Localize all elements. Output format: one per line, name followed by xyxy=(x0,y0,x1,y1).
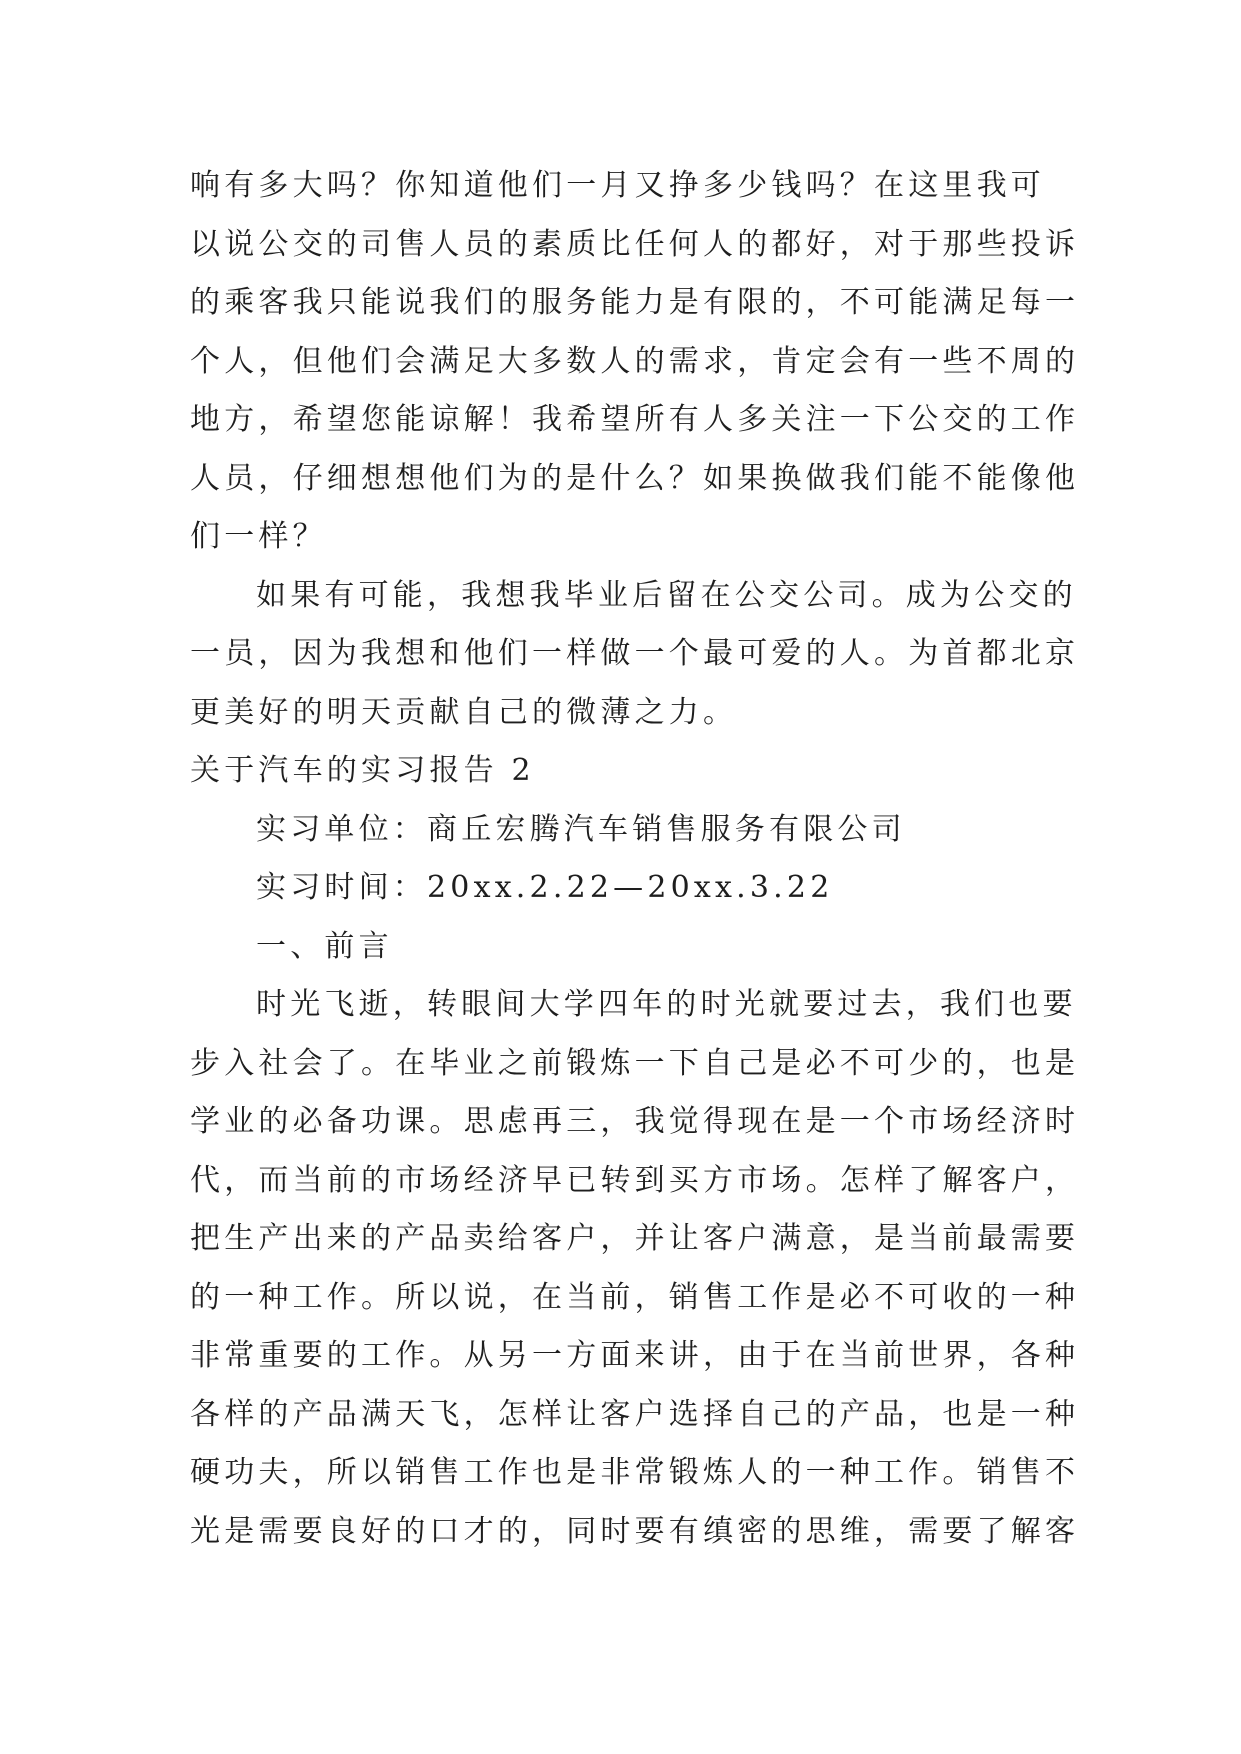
text-line: 地方，希望您能谅解！我希望所有人多关注一下公交的工作 xyxy=(190,402,1080,437)
text-line: 非常重要的工作。从另一方面来讲，由于在当前世界，各种 xyxy=(190,1338,1080,1373)
text-line: 学业的必备功课。思虑再三，我觉得现在是一个市场经济时 xyxy=(190,1104,1080,1139)
text-line: 以说公交的司售人员的素质比任何人的都好，对于那些投诉 xyxy=(190,226,1080,262)
section-title: 关于汽车的实习报告 2 xyxy=(190,753,535,788)
text-line: 人员，仔细想想他们为的是什么？如果换做我们能不能像他 xyxy=(190,460,1080,496)
subsection-heading: 一、前言 xyxy=(256,928,393,964)
text-line: 代，而当前的市场经济早已转到买方市场。怎样了解客户， xyxy=(190,1162,1080,1198)
text-line: 各样的产品满天飞，怎样让客户选择自己的产品，也是一种 xyxy=(190,1396,1080,1432)
text-line: 步入社会了。在毕业之前锻炼一下自己是必不可少的，也是 xyxy=(190,1045,1080,1081)
text-line: 硬功夫，所以销售工作也是非常锻炼人的一种工作。销售不 xyxy=(190,1455,1080,1490)
text-line: 的乘客我只能说我们的服务能力是有限的，不可能满足每一 xyxy=(190,285,1080,320)
text-line: 个人，但他们会满足大多数人的需求，肯定会有一些不周的 xyxy=(190,343,1080,379)
paragraph-start-line: 时光飞逝，转眼间大学四年的时光就要过去，我们也要 xyxy=(256,987,1077,1022)
paragraph-start-line: 如果有可能，我想我毕业后留在公交公司。成为公交的 xyxy=(256,577,1077,613)
internship-unit-line: 实习单位：商丘宏腾汽车销售服务有限公司 xyxy=(256,811,906,847)
text-line: 更美好的明天贡献自己的微薄之力。 xyxy=(190,694,738,730)
text-line: 响有多大吗？你知道他们一月又挣多少钱吗？在这里我可 xyxy=(190,168,1045,203)
text-line: 把生产出来的产品卖给客户，并让客户满意，是当前最需要 xyxy=(190,1221,1080,1256)
text-line: 们一样？ xyxy=(190,519,327,554)
text-line: 一员，因为我想和他们一样做一个最可爱的人。为首都北京 xyxy=(190,636,1080,671)
internship-time-line: 实习时间：20xx.2.22—20xx.3.22 xyxy=(256,870,834,905)
document-body xyxy=(190,157,1080,1561)
text-line: 的一种工作。所以说，在当前，销售工作是必不可收的一种 xyxy=(190,1279,1080,1315)
text-line: 光是需要良好的口才的，同时要有缜密的思维，需要了解客 xyxy=(190,1513,1080,1549)
